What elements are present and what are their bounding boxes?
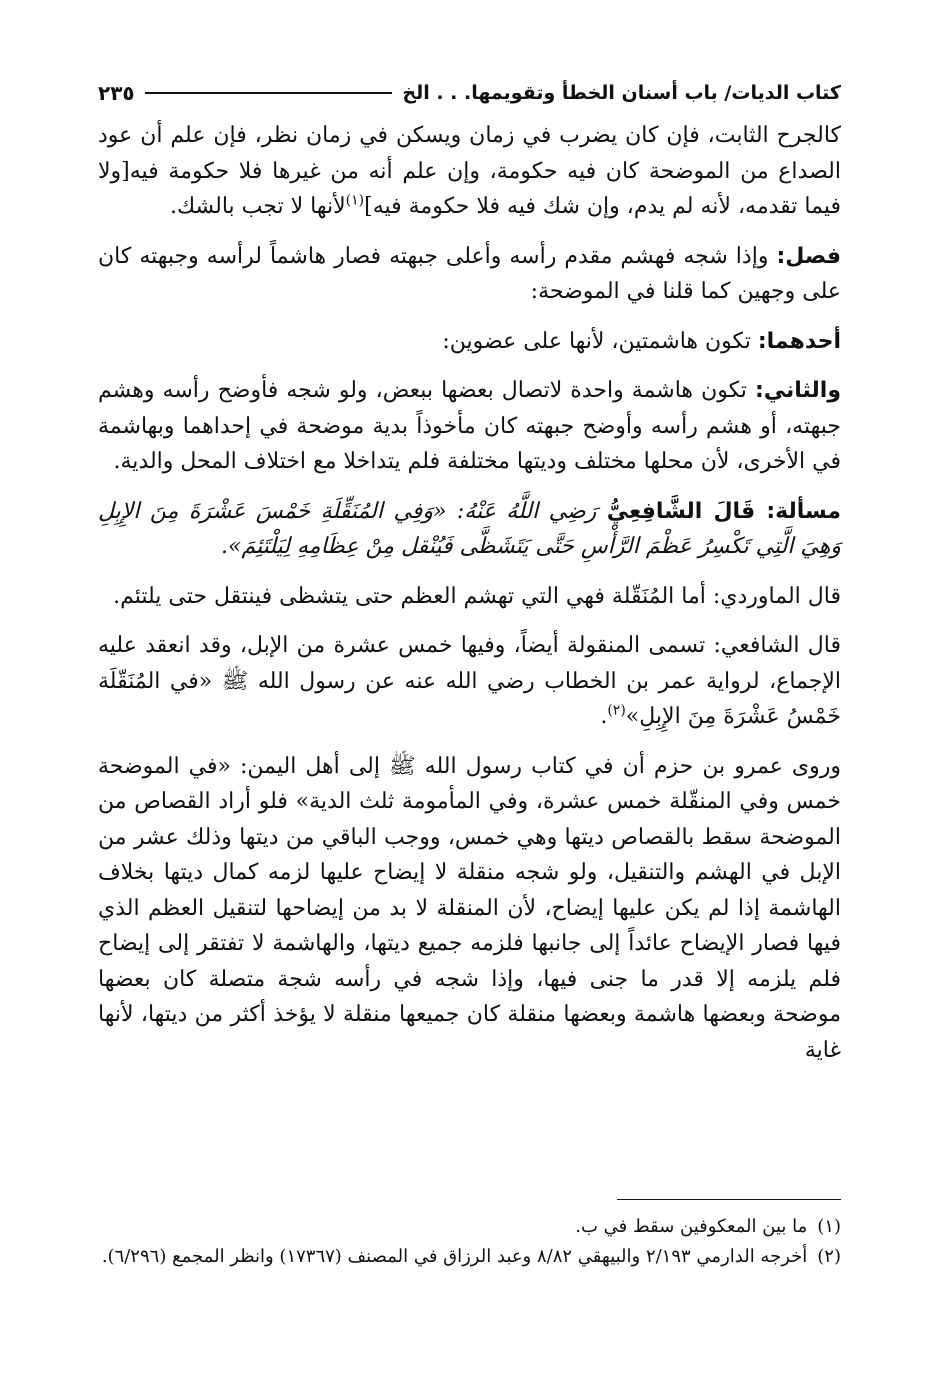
second-option-label: والثاني: (754, 378, 841, 403)
footnote-1-text: ما بين المعكوفين سقط في ب. (575, 1216, 808, 1237)
main-text (98, 118, 841, 1082)
footnote-2-text: أخرجه الدارمي ٢/١٩٣ والبيهقي ٨/٨٢ وعبد الرزاق في المصنف (١٧٣٦٧) وانظر المجمع (٦/٢٩٦). (101, 1246, 808, 1267)
page-number: ٢٣٥ (98, 81, 135, 105)
paragraph-4 (98, 373, 841, 480)
footnote-ref-2[interactable]: (٢) (607, 702, 626, 719)
paragraph-3 (98, 324, 841, 360)
paragraph-2-text: وإذا شجه فهشم مقدم رأسه وأعلى جبهته فصار هاشماً لرأسه وجبهته كان على وجهين كما قلنا في الموضحة: (98, 243, 841, 304)
paragraph-1 (98, 118, 841, 225)
paragraph-7 (98, 628, 841, 735)
footnote-ref-1[interactable]: (١) (345, 192, 365, 209)
paragraph-7-tail: . (600, 704, 608, 729)
paragraph-6 (98, 579, 841, 615)
paragraph-5 (98, 494, 841, 565)
paragraph-1-tail: لأنها لا تجب بالشك. (169, 194, 346, 219)
paragraph-5-text: رَضِي اللَّهُ عَنْهُ: «وَفِي المُنَقِّلَةِ خَمْسَ عَشْرَةَ مِنَ الإِبِلِ وَهِيَ الَّتِي تَكْسِرُ عَظْمَ الرَّأْسِ حَتَّى يَتَشَظَّى فَيُنْقل مِنْ عِظَامِهِ لِيَلْتَئِمَ». (98, 498, 841, 559)
footnote-separator (617, 1199, 841, 1200)
issue-label: مسألة: قَالَ الشَّافِعِيُّ (606, 498, 841, 524)
footnote-2 (98, 1242, 841, 1272)
first-option-label: أحدهما: (757, 328, 841, 354)
paragraph-4-text: تكون هاشمة واحدة لاتصال بعضها ببعض، ولو شجه فأوضح رأسه وهشم جبهته، أو هشم رأسه وأوضح جبهته كان مأخوذاً بدية موضحة في إحداهما وبهاشمة في الأخرى، لأن محلها مختلف وديتها مختلفة فلم يتداخلا مع اختلاف المحل والدية. (98, 378, 841, 474)
footnote-1-number: (١) (817, 1216, 841, 1237)
section-label: فصل: (776, 243, 841, 269)
running-title: كتاب الديات/ باب أسنان الخطأ وتقويمها. . . الخ (402, 82, 841, 104)
paragraph-8-text: وروى عمرو بن حزم أن في كتاب رسول الله ﷺ إلى أهل اليمن: «في الموضحة خمس وفي المنقّلة خمس عشرة، وفي المأمومة ثلث الدية» فلو أراد القصاص من الموضحة سقط بالقصاص ديتها وهي خمس، ووجب الباقي من ديتها وذلك عشر من الإبل في الهشم والتنقيل، ولو شجه منقلة لا إيضاح عليها لزمه كمال ديتها بخلاف الهاشمة إذا لم يكن عليها إيضاح، لأن المنقلة لا بد من إيضاحها لتنقيل العظم الذي فيها فصار الإيضاح عائداً إلى جانبها فلزمه جميع ديتها، والهاشمة لا تفتقر إلى إيضاح فلم يلزمه إلا قدر ما جنى فيها، وإذا شجه في رأسه شجة متصلة كان بعضها موضحة وبعضها هاشمة وبعضها منقلة كان جميعها منقلة لا يؤخذ أكثر من ديتها، لأنها غاية (98, 753, 842, 1063)
footnote-2-number: (٢) (817, 1246, 841, 1267)
paragraph-3-text: تكون هاشمتين، لأنها على عضوين: (442, 328, 751, 354)
paragraph-1-text: كالجرح الثابت، فإن كان يضرب في زمان ويسكن في زمان نظر، فإن علم أن عود الصداع من الموضحة كان فيه حكومة، وإن علم أنه من غيرها فلا حكومة فيه[ولا فيما تقدمه، لأنه لم يدم، وإن شك فيه فلا حكومة فيه] (98, 123, 841, 219)
header-rule (145, 92, 393, 94)
paragraph-2 (98, 239, 841, 310)
paragraph-8 (98, 749, 841, 1069)
footnote-1 (98, 1212, 841, 1242)
footnotes (98, 1212, 841, 1272)
paragraph-6-text: قال الماوردي: أما المُنَقّلة فهي التي تهشم العظم حتى يتشظى فينتقل حتى يلتئم. (113, 583, 841, 609)
paragraph-7-text: قال الشافعي: تسمى المنقولة أيضاً، وفيها خمس عشرة من الإبل، وقد انعقد عليه الإجماع، لرواية عمر بن الخطاب رضي الله عنه عن رسول الله ﷺ «في المُنَقّلَة خَمْسُ عَشْرَةَ مِنَ الإِبِلِ» (98, 633, 842, 729)
running-header (98, 76, 841, 110)
